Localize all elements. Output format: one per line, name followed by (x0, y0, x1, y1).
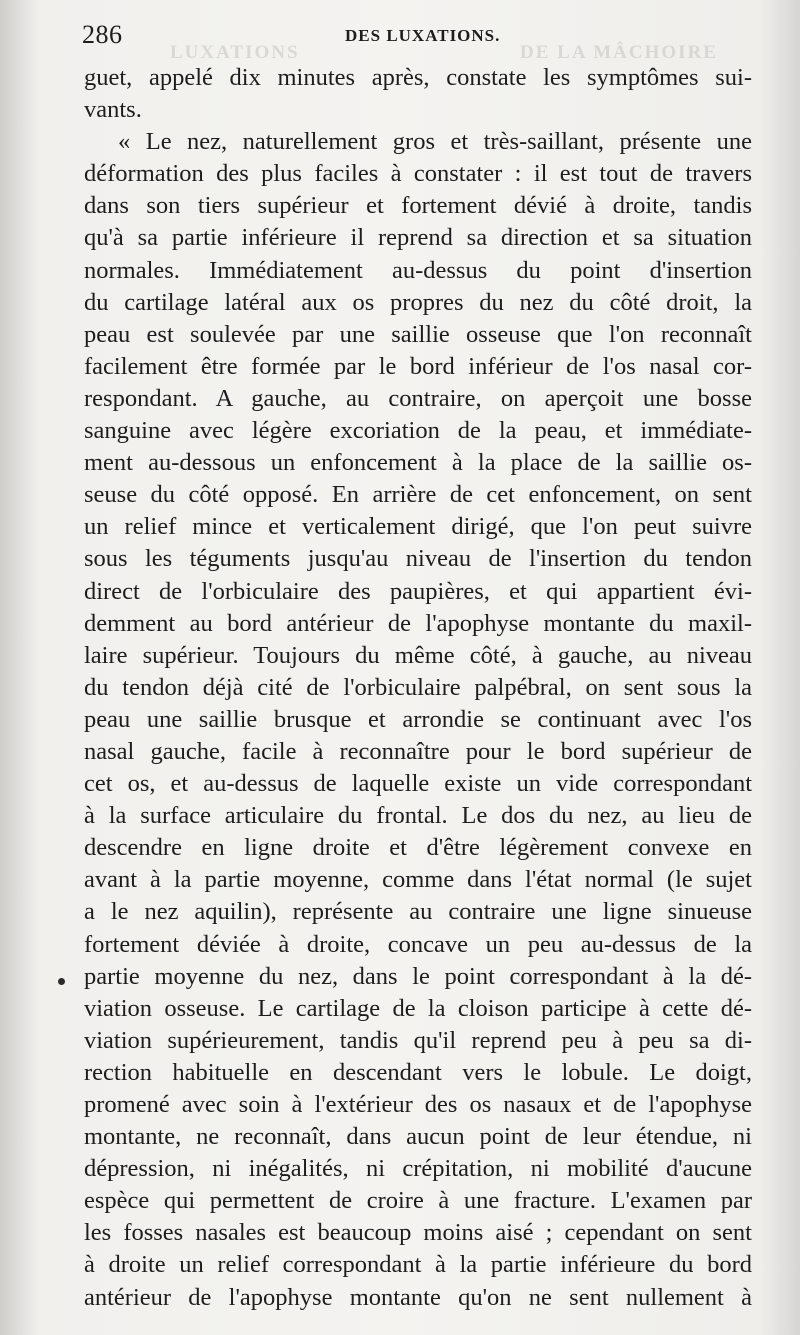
running-title: DES LUXATIONS. (345, 26, 501, 45)
text-line: à la surface articulaire du frontal. Le dos du nez, au lieu de (84, 802, 752, 830)
text-line: rection habituelle en descendant vers le lobule. Le doigt, (84, 1058, 752, 1086)
text-line: guet, appelé dix minutes après, constate les symptômes sui- (84, 64, 752, 91)
text-line: demment au bord antérieur de l'apophyse montante du maxil- (84, 609, 752, 637)
text-line: laire supérieur. Toujours du même côté, à gauche, au niveau (84, 641, 752, 669)
text-line: montante, ne reconnaît, dans aucun point de leur étendue, ni (84, 1123, 752, 1151)
bleed-through-text: DE LA MÂCHOIRE (520, 42, 718, 63)
text-line: partie moyenne du nez, dans le point correspondant à la dé- (84, 962, 752, 990)
text-line: vants. (84, 96, 142, 124)
text-line: sanguine avec légère excoriation de la peau, et immédiate- (84, 417, 752, 445)
text-line: dépression, ni inégalités, ni crépitation, ni mobilité d'aucune (84, 1155, 752, 1183)
text-line: descendre en ligne droite et d'être légèrement convexe en (84, 834, 752, 862)
text-line: fortement déviée à droite, concave un peu au-dessus de la (84, 930, 752, 958)
text-line: promené avec soin à l'extérieur des os nasaux et de l'apophyse (84, 1091, 752, 1118)
text-line: viation osseuse. Le cartilage de la cloison participe à cette dé- (84, 994, 752, 1022)
text-line: un relief mince et verticalement dirigé, que l'on peut suivre (84, 513, 752, 541)
text-line: espèce qui permettent de croire à une fracture. L'examen par (84, 1187, 752, 1215)
text-line: cet os, et au-dessus de laquelle existe un vide correspondant (84, 770, 752, 798)
text-line: peau une saillie brusque et arrondie se continuant avec l'os (84, 705, 752, 733)
running-head (82, 17, 752, 53)
text-line: qu'à sa partie inférieure il reprend sa direction et sa situation (84, 224, 752, 252)
bleed-through-text: LUXATIONS (170, 42, 300, 63)
text-line: a le nez aquilin), représente au contraire une ligne sinueuse (84, 898, 752, 926)
text-line: dans son tiers supérieur et fortement dévié à droite, tandis (84, 192, 752, 220)
text-line: déformation des plus faciles à constater : il est tout de travers (84, 160, 752, 188)
margin-mark (58, 978, 65, 985)
body-text (84, 62, 752, 1314)
text-line: normales. Immédiatement au-dessus du point d'insertion (84, 256, 752, 284)
page-number: 286 (82, 20, 123, 49)
text-line: antérieur de l'apophyse montante qu'on ne sent nullement à (84, 1283, 752, 1311)
text-line: facilement être formée par le bord inférieur de l'os nasal cor- (84, 352, 752, 380)
text-line: avant à la partie moyenne, comme dans l'état normal (le sujet (84, 866, 752, 894)
text-line: les fosses nasales est beaucoup moins aisé ; cependant on sent (84, 1219, 752, 1247)
text-line: direct de l'orbiculaire des paupières, et qui appartient évi- (84, 577, 752, 605)
text-line: « Le nez, naturellement gros et très-saillant, présente une (118, 128, 752, 156)
text-line: du tendon déjà cité de l'orbiculaire palpébral, on sent sous la (84, 673, 752, 701)
text-line: à droite un relief correspondant à la partie inférieure du bord (84, 1251, 752, 1279)
text-line: ment au-dessous un enfoncement à la place de la saillie os- (84, 449, 752, 477)
text-line: sous les téguments jusqu'au niveau de l'insertion du tendon (84, 545, 752, 573)
text-line: viation supérieurement, tandis qu'il reprend peu à peu sa di- (84, 1026, 752, 1054)
text-line: respondant. A gauche, au contraire, on aperçoit une bosse (84, 384, 752, 412)
text-line: peau est soulevée par une saillie osseuse que l'on reconnaît (84, 320, 752, 348)
text-line: seuse du côté opposé. En arrière de cet enfoncement, on sent (84, 481, 752, 509)
text-line: nasal gauche, facile à reconnaître pour le bord supérieur de (84, 737, 752, 765)
text-line: du cartilage latéral aux os propres du nez du côté droit, la (84, 288, 752, 316)
